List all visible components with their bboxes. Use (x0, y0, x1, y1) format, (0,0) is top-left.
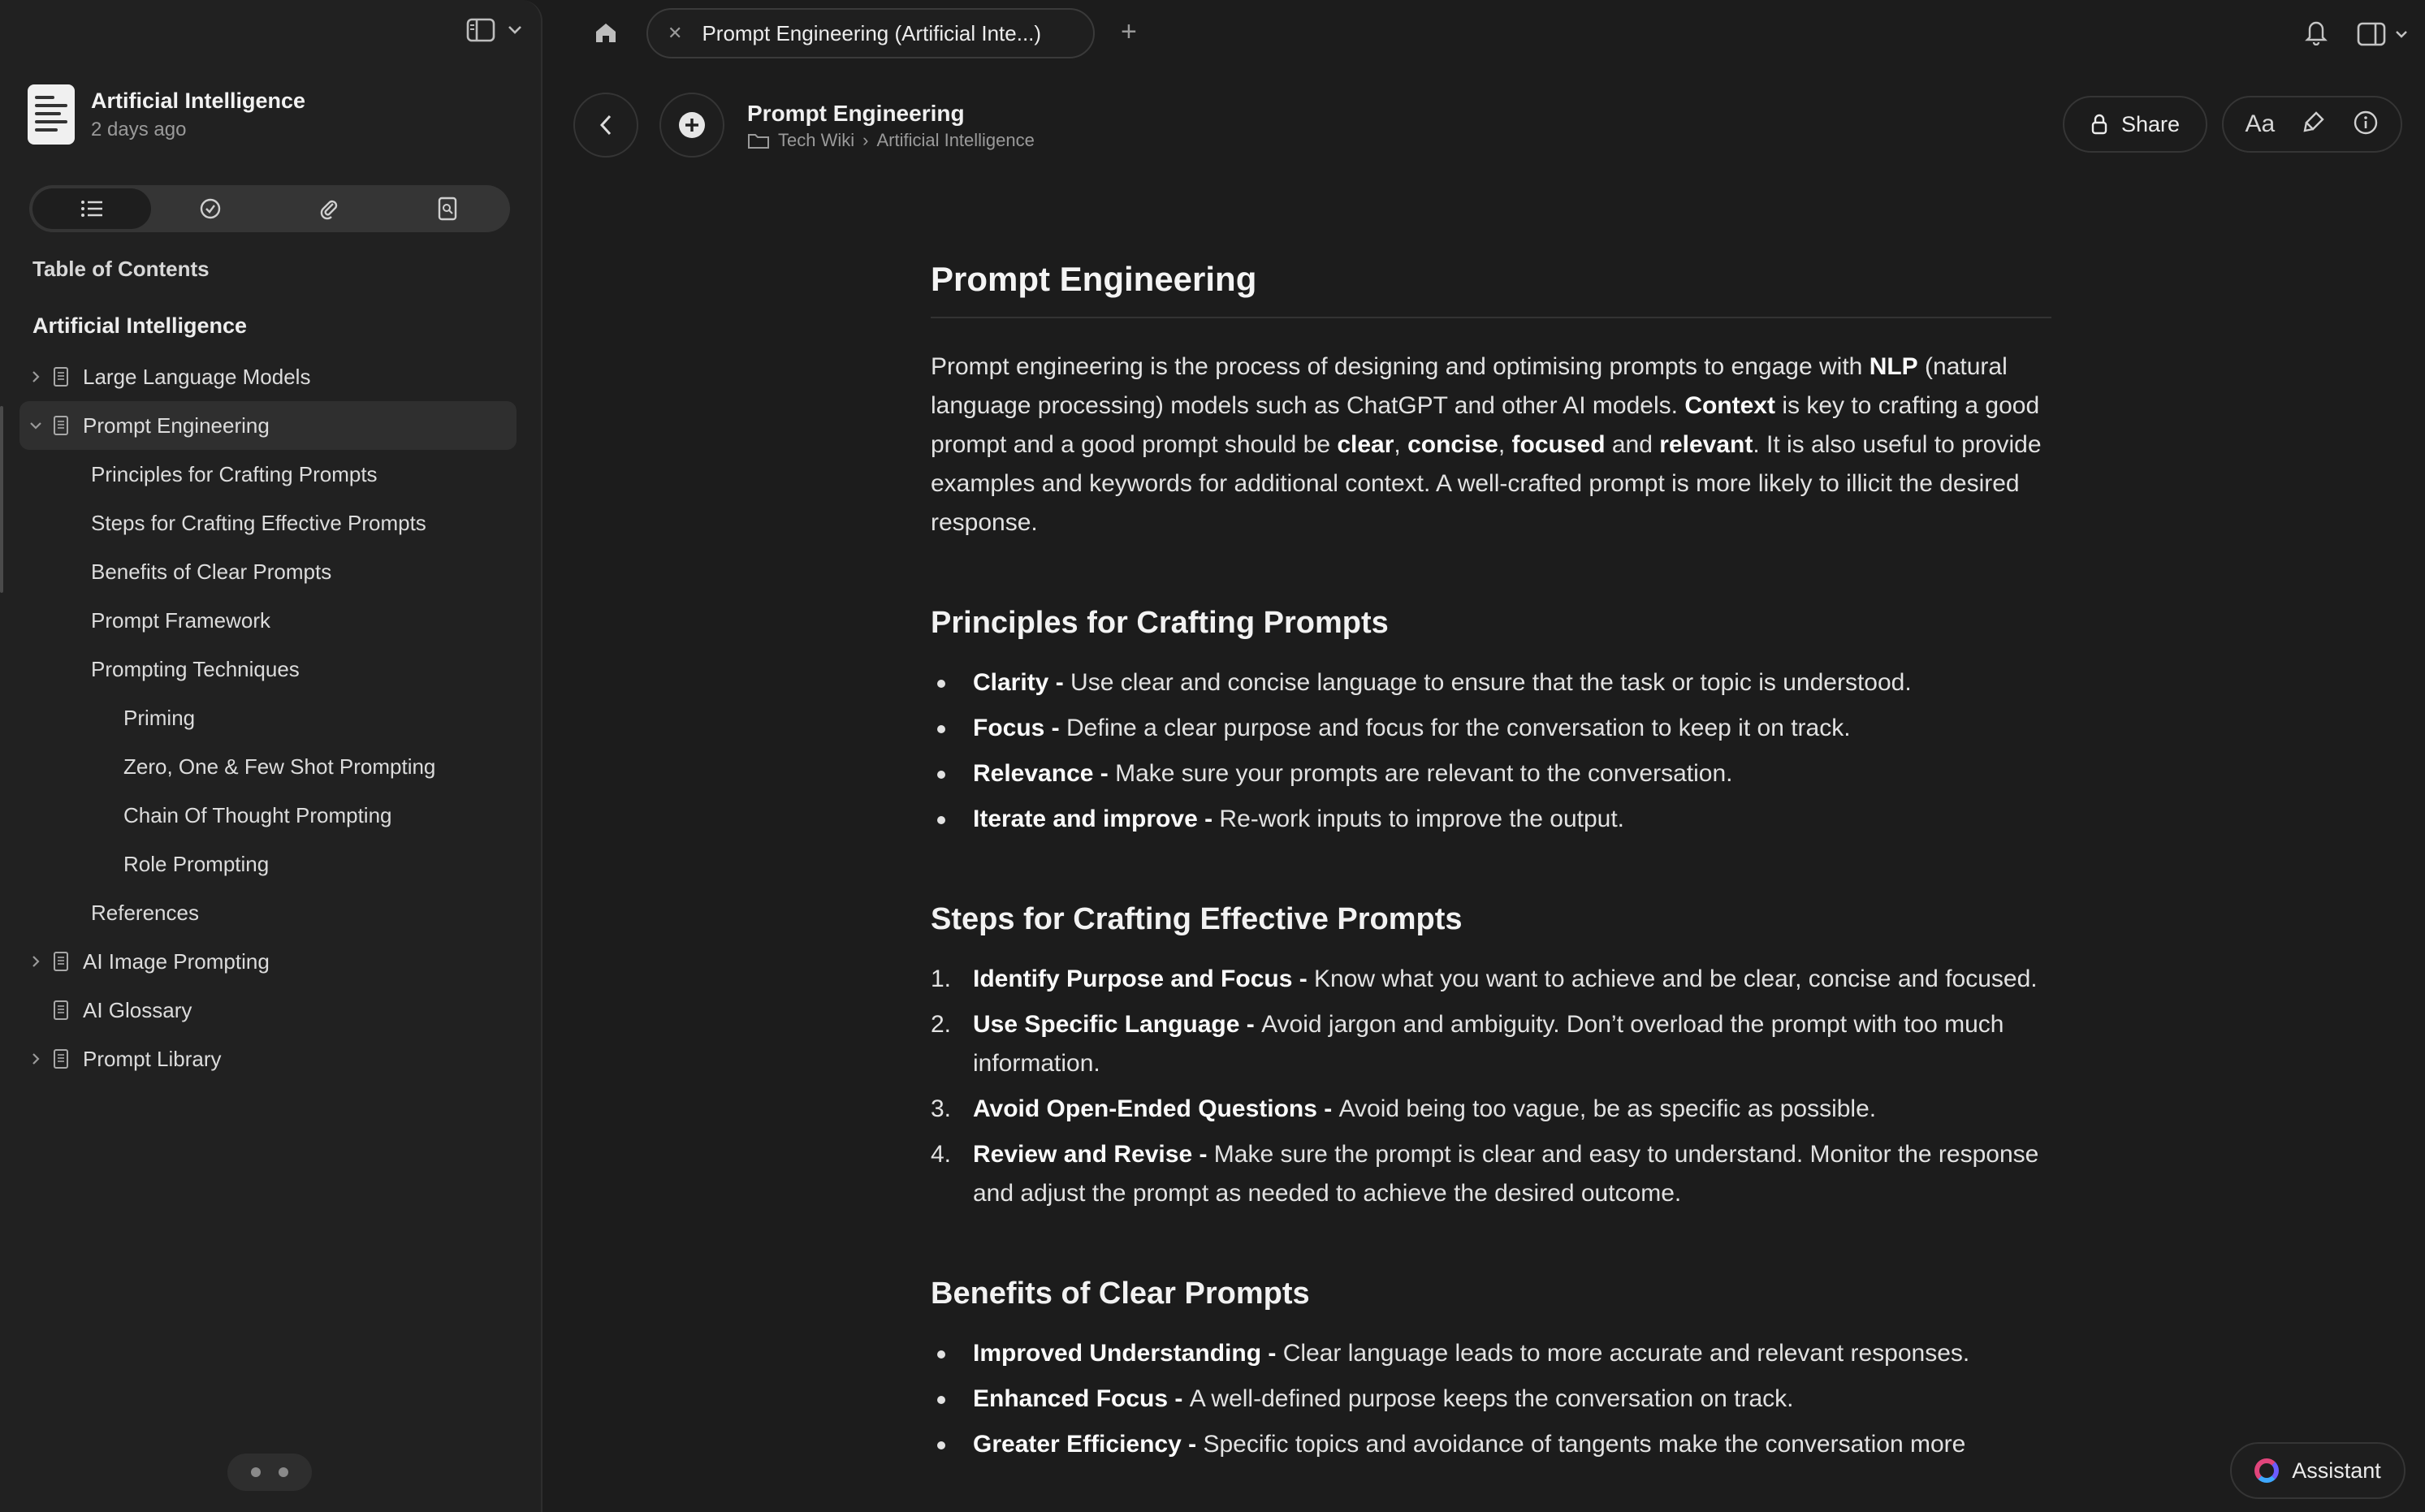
page-icon (52, 366, 83, 387)
text-run: , (1394, 431, 1408, 458)
list-item-text: Make sure your prompts are relevant to the conversation. (1115, 760, 1733, 787)
tab-title: Prompt Engineering (Artificial Inte...) (702, 20, 1042, 45)
toc-item-label: AI Glossary (83, 997, 192, 1022)
chevron-down-icon[interactable] (507, 24, 523, 36)
list-item-term: Focus - (973, 715, 1067, 741)
lock-icon (2090, 113, 2108, 136)
list-item-text: Clear language leads to more accurate and relevant responses. (1282, 1340, 1970, 1367)
chevron-right-icon[interactable] (19, 954, 52, 969)
toc-item-label: Chain Of Thought Prompting (123, 802, 392, 827)
section-heading-steps-for-crafting-effective-prompts: Steps for Crafting Effective Prompts (931, 902, 1463, 936)
bold-text: focused (1511, 431, 1606, 458)
document-title: Artificial Intelligence (91, 88, 306, 113)
article-sections (931, 606, 2051, 1464)
chevron-left-icon (597, 113, 615, 137)
page-icon (52, 1000, 83, 1021)
toc-item-label: Zero, One & Few Shot Prompting (123, 754, 436, 779)
new-tab-icon[interactable]: + (1121, 16, 1137, 47)
toc-item-prompt-engineering[interactable] (19, 401, 517, 450)
document-header[interactable] (28, 84, 305, 145)
bell-icon[interactable] (2303, 18, 2329, 50)
page-icon (52, 951, 83, 972)
list-item-term: Clarity - (973, 669, 1071, 696)
toc-item-large-language-models[interactable] (19, 352, 517, 401)
article-body (931, 260, 2051, 1471)
toc-item-role-prompting[interactable] (19, 840, 517, 888)
toc-item-label: Prompt Engineering (83, 413, 270, 438)
toc-list (19, 352, 517, 1083)
list-item-text: Avoid being too vague, be as specific as possible. (1338, 1095, 1877, 1122)
page-icon (52, 1048, 83, 1069)
list-item-text: Define a clear purpose and focus for the conversation to keep it on track. (1066, 715, 1851, 741)
text-run: (natural language processing) models such as ChatGPT and other AI models. (931, 353, 2008, 419)
list-item-text: Specific topics and avoidance of tangents make the conversation more (1203, 1431, 1966, 1458)
list-item-term: Avoid Open-Ended Questions - (973, 1095, 1339, 1122)
share-button[interactable] (2063, 96, 2207, 153)
section-heading-benefits-of-clear-prompts: Benefits of Clear Prompts (931, 1277, 1310, 1311)
list-number: 4. (931, 1141, 952, 1168)
folder-icon (747, 132, 770, 149)
toc-item-ai-image-prompting[interactable] (19, 937, 517, 986)
toc-item-label: Benefits of Clear Prompts (91, 559, 332, 584)
chevron-right-icon: › (862, 130, 869, 150)
toc-item-references[interactable] (19, 888, 517, 937)
page-icon (52, 415, 83, 436)
list-item (931, 1090, 2051, 1129)
list-item-text: A well-defined purpose keeps the conversation on track. (1189, 1385, 1794, 1412)
assistant-label: Assistant (2292, 1458, 2381, 1483)
breadcrumb-item[interactable]: Tech Wiki (778, 130, 855, 150)
assistant-icon (2254, 1458, 2279, 1483)
list-item-text: Use clear and concise language to ensure that the task or topic is understood. (1070, 669, 1912, 696)
breadcrumb (747, 130, 1035, 151)
toc-item-label: Large Language Models (83, 364, 311, 389)
bullet-list (931, 1334, 2051, 1464)
section-heading-principles-for-crafting-prompts: Principles for Crafting Prompts (931, 606, 1389, 640)
sidebar-scrollbar[interactable] (0, 406, 3, 593)
tab-prompt-engineering[interactable] (646, 8, 1095, 58)
toc-item-label: Prompt Framework (91, 607, 271, 633)
toc-item-label: Steps for Crafting Effective Prompts (91, 510, 426, 535)
list-item-term: Use Specific Language - (973, 1011, 1262, 1038)
toc-item-ai-glossary[interactable] (19, 986, 517, 1035)
sidebar-toggle-icon[interactable] (466, 18, 495, 42)
pager-dot (279, 1467, 288, 1477)
text-run: Prompt engineering is the process of designing and optimising prompts to engage with (931, 353, 1870, 380)
list-item (931, 1380, 2051, 1419)
toc-item-label: References (91, 900, 199, 925)
list-item (931, 754, 2051, 793)
breadcrumb-item[interactable]: Artificial Intelligence (876, 130, 1035, 150)
bullet-list (931, 663, 2051, 839)
list-item-term: Identify Purpose and Focus - (973, 966, 1315, 992)
right-panel-toggle-icon[interactable] (2357, 22, 2409, 46)
toc-item-steps-for-crafting-effective-prompts[interactable] (19, 499, 517, 547)
sidebar (0, 0, 542, 1512)
toc-item-label: Principles for Crafting Prompts (91, 461, 378, 486)
toc-item-benefits-of-clear-prompts[interactable] (19, 547, 517, 596)
toc-item-chain-of-thought-prompting[interactable] (19, 791, 517, 840)
sidebar-pager[interactable] (227, 1454, 312, 1491)
font-settings-icon[interactable]: Aa (2245, 110, 2276, 137)
numbered-list (931, 960, 2051, 1213)
article-title: Prompt Engineering (931, 260, 2051, 318)
back-button[interactable] (573, 93, 638, 158)
list-item-text: Know what you want to achieve and be clear, concise and focused. (1314, 966, 2038, 992)
toc-item-prompt-library[interactable] (19, 1035, 517, 1083)
list-number: 2. (931, 1011, 952, 1038)
list-number: 3. (931, 1095, 952, 1122)
highlighter-icon[interactable] (2302, 110, 2326, 140)
list-item (931, 1334, 2051, 1373)
list-item (931, 663, 2051, 702)
intro-paragraph (931, 348, 2051, 542)
list-item-text: Avoid jargon and ambiguity. Don’t overload the prompt with too much information. (973, 1011, 2004, 1077)
chevron-down-icon[interactable] (19, 421, 52, 430)
document-modified: 2 days ago (91, 118, 187, 140)
list-item (931, 1005, 2051, 1083)
bold-text: clear (1337, 431, 1394, 458)
list-item (931, 960, 2051, 999)
format-tools (2222, 96, 2402, 153)
text-run: , (1498, 431, 1512, 458)
list-item-term: Greater Efficiency - (973, 1431, 1204, 1458)
list-number: 1. (931, 966, 952, 992)
bold-text: relevant (1659, 431, 1753, 458)
attachments-view-button[interactable] (270, 188, 388, 229)
doc-search-icon (437, 197, 458, 221)
sidebar-toggle-group (466, 18, 523, 42)
list-item (931, 1425, 2051, 1464)
toc-item-label: AI Image Prompting (83, 948, 270, 974)
search-doc-view-button[interactable] (388, 188, 507, 229)
toc-item-principles-for-crafting-prompts[interactable] (19, 450, 517, 499)
document-title-header: Prompt Engineering (747, 101, 965, 126)
share-label: Share (2120, 111, 2181, 136)
list-item-term: Iterate and improve - (973, 806, 1220, 832)
sidebar-view-switcher (29, 185, 510, 232)
list-item-term: Improved Understanding - (973, 1340, 1283, 1367)
info-icon[interactable] (2353, 110, 2379, 140)
toc-root-item[interactable]: Artificial Intelligence (32, 313, 248, 338)
toc-item-zero-one-few-shot-prompting[interactable] (19, 742, 517, 791)
home-icon[interactable] (593, 19, 619, 50)
text-run: . It is also useful to provide examples and keywords for additional context. A well-crafted prompt is more likely to illicit the desired response. (931, 431, 2042, 536)
toc-item-prompting-techniques[interactable] (19, 645, 517, 693)
plus-circle-icon (677, 110, 707, 140)
toc-item-label: Prompt Library (83, 1046, 222, 1071)
list-item-text: Make sure the prompt is clear and easy to understand. Monitor the response and adjust the prompt as needed to achieve the desired outcome. (973, 1141, 2039, 1207)
bold-text: NLP (1869, 353, 1918, 380)
list-item (931, 709, 2051, 748)
toc-item-label: Prompting Techniques (91, 656, 300, 681)
toc-view-button[interactable] (32, 188, 151, 229)
text-run: and (1605, 431, 1660, 458)
toc-heading: Table of Contents (32, 257, 210, 281)
add-button[interactable] (659, 93, 724, 158)
tab-bar (560, 0, 2425, 67)
list-item-term: Relevance - (973, 760, 1116, 787)
close-tab-icon[interactable]: ✕ (668, 23, 683, 43)
chevron-right-icon[interactable] (19, 1052, 52, 1066)
window-tools (2303, 18, 2409, 50)
list-item-term: Enhanced Focus - (973, 1385, 1190, 1412)
toc-item-label: Role Prompting (123, 851, 270, 876)
toc-item-label: Priming (123, 705, 196, 730)
list-item-text: Re-work inputs to improve the output. (1219, 806, 1624, 832)
bold-text: concise (1407, 431, 1498, 458)
chevron-right-icon[interactable] (19, 369, 52, 384)
chevron-down-icon (2394, 29, 2409, 39)
bold-text: Context (1684, 392, 1775, 419)
list-item (931, 1135, 2051, 1213)
document-thumbnail (28, 84, 75, 145)
paperclip-icon (318, 197, 340, 220)
list-icon (80, 199, 104, 218)
document-toolbar (573, 93, 2410, 158)
toc-item-priming[interactable] (19, 693, 517, 742)
toc-item-prompt-framework[interactable] (19, 596, 517, 645)
tasks-view-button[interactable] (151, 188, 270, 229)
list-item (931, 800, 2051, 839)
assistant-button[interactable] (2230, 1442, 2406, 1499)
text-run: is key to crafting a good prompt and a good prompt should be (931, 392, 2040, 458)
pager-dot (251, 1467, 261, 1477)
list-item-term: Review and Revise - (973, 1141, 1214, 1168)
check-circle-icon (199, 197, 222, 220)
